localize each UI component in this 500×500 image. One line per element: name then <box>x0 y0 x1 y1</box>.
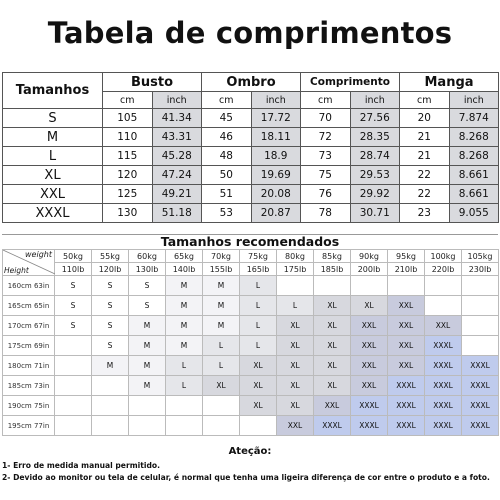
size-label: S <box>3 109 103 128</box>
recommended-size-cell: XXXL <box>425 356 462 376</box>
recommended-size-cell <box>166 396 203 416</box>
recommended-rows <box>3 276 499 436</box>
measurement-cell: 51 <box>202 185 252 204</box>
size-row <box>3 166 499 185</box>
weight-lb-header: 210lb <box>388 263 425 276</box>
group-header-ombro: Ombro <box>202 73 301 92</box>
recommended-size-cell: L <box>240 316 277 336</box>
weight-kg-header: 55kg <box>92 250 129 263</box>
recommended-size-cell <box>55 356 92 376</box>
recommended-sizes-section <box>2 234 498 436</box>
recommended-size-cell: XXL <box>351 316 388 336</box>
recommended-size-cell: XXXL <box>425 376 462 396</box>
size-label: M <box>3 128 103 147</box>
measurement-cell: 22 <box>400 185 450 204</box>
recommended-size-cell: S <box>129 296 166 316</box>
recommended-size-cell: L <box>240 276 277 296</box>
recommended-size-cell: XXL <box>388 336 425 356</box>
weight-height-corner <box>3 250 55 276</box>
recommended-size-cell <box>55 376 92 396</box>
recommended-size-cell <box>314 276 351 296</box>
measurement-cell: 41.34 <box>152 109 202 128</box>
recommended-size-cell: XXL <box>388 296 425 316</box>
group-header-comprimento: Comprimento <box>301 73 400 92</box>
measurement-cell: 7.874 <box>449 109 499 128</box>
recommended-size-cell: M <box>203 276 240 296</box>
size-label: XXXL <box>3 204 103 223</box>
measurement-cell: 21 <box>400 128 450 147</box>
recommended-size-cell: XXXL <box>388 416 425 436</box>
measurement-cell: 120 <box>103 166 153 185</box>
page-title: Tabela de comprimentos <box>47 16 453 50</box>
height-row <box>3 416 499 436</box>
unit-inch: inch <box>152 92 202 109</box>
recommended-size-cell: S <box>55 316 92 336</box>
recommended-size-cell: XXXL <box>462 356 499 376</box>
recommended-size-cell <box>92 376 129 396</box>
recommended-size-cell <box>203 416 240 436</box>
size-row <box>3 109 499 128</box>
weight-kg-header: 60kg <box>129 250 166 263</box>
measurement-cell: 130 <box>103 204 153 223</box>
measurement-cell: 76 <box>301 185 351 204</box>
recommended-size-cell <box>92 416 129 436</box>
recommended-size-cell: S <box>55 296 92 316</box>
size-measurement-table <box>2 72 499 223</box>
height-label: 160cm 63in <box>3 276 55 296</box>
recommended-size-cell: XXXL <box>351 396 388 416</box>
recommended-size-cell <box>92 396 129 416</box>
recommended-size-cell: XL <box>277 336 314 356</box>
height-row <box>3 316 499 336</box>
recommended-size-cell: L <box>203 356 240 376</box>
recommended-size-cell: XXXL <box>425 336 462 356</box>
weight-kg-header: 50kg <box>55 250 92 263</box>
weight-kg-header: 100kg <box>425 250 462 263</box>
measurement-cell: 29.92 <box>350 185 400 204</box>
recommended-size-cell <box>203 396 240 416</box>
recommended-size-cell: XL <box>203 376 240 396</box>
recommended-size-cell: XL <box>314 336 351 356</box>
unit-inch: inch <box>350 92 400 109</box>
weight-lb-header: 230lb <box>462 263 499 276</box>
recommended-size-cell: XL <box>314 356 351 376</box>
weight-kg-header: 85kg <box>314 250 351 263</box>
measurement-cell: 8.661 <box>449 185 499 204</box>
height-row <box>3 356 499 376</box>
measurement-cell: 20.87 <box>251 204 301 223</box>
recommended-size-cell: XL <box>240 396 277 416</box>
group-header-busto: Busto <box>103 73 202 92</box>
recommended-size-cell: M <box>129 336 166 356</box>
measurement-cell: 105 <box>103 109 153 128</box>
measurement-cell: 29.53 <box>350 166 400 185</box>
recommended-size-cell: XXL <box>351 376 388 396</box>
recommended-size-cell: M <box>166 336 203 356</box>
measurement-cell: 51.18 <box>152 204 202 223</box>
size-label: L <box>3 147 103 166</box>
recommended-size-cell: L <box>277 296 314 316</box>
height-label: 175cm 69in <box>3 336 55 356</box>
weight-lb-header: 120lb <box>92 263 129 276</box>
size-label: XXL <box>3 185 103 204</box>
measurement-cell: 22 <box>400 166 450 185</box>
recommended-size-cell <box>129 416 166 436</box>
measurement-cell: 73 <box>301 147 351 166</box>
height-label: 170cm 67in <box>3 316 55 336</box>
recommended-size-cell: XXXL <box>388 376 425 396</box>
height-label: 165cm 65in <box>3 296 55 316</box>
measurement-cell: 28.74 <box>350 147 400 166</box>
recommended-size-cell <box>166 416 203 436</box>
note-item: 1- Erro de medida manual permitido. <box>2 461 160 470</box>
recommended-size-cell: XL <box>314 316 351 336</box>
measurement-cell: 18.11 <box>251 128 301 147</box>
recommended-size-cell: XXL <box>351 356 388 376</box>
recommended-size-cell: XXXL <box>462 416 499 436</box>
recommended-size-cell: S <box>55 276 92 296</box>
measurement-cell: 50 <box>202 166 252 185</box>
recommended-size-cell: M <box>129 316 166 336</box>
recommended-size-cell: M <box>166 276 203 296</box>
measurement-cell: 18.9 <box>251 147 301 166</box>
weight-kg-header: 80kg <box>277 250 314 263</box>
recommended-size-cell: M <box>129 356 166 376</box>
recommended-size-cell: XXXL <box>314 416 351 436</box>
recommended-size-cell: S <box>92 336 129 356</box>
recommended-size-cell: S <box>92 316 129 336</box>
recommended-size-cell: XL <box>314 296 351 316</box>
recommended-size-cell: L <box>203 336 240 356</box>
recommended-size-cell: XXXL <box>388 396 425 416</box>
measurement-cell: 8.268 <box>449 128 499 147</box>
recommended-size-cell <box>388 276 425 296</box>
notes-title: Ateção: <box>228 446 272 457</box>
measurement-cell: 45 <box>202 109 252 128</box>
recommended-size-cell <box>425 296 462 316</box>
recommended-size-cell: XL <box>240 356 277 376</box>
recommended-size-cell: L <box>240 296 277 316</box>
unit-cm: cm <box>400 92 450 109</box>
unit-cm: cm <box>103 92 153 109</box>
measurement-cell: 75 <box>301 166 351 185</box>
recommended-size-cell <box>462 276 499 296</box>
recommended-size-cell: M <box>203 296 240 316</box>
measurement-cell: 72 <box>301 128 351 147</box>
measurement-cell: 49.21 <box>152 185 202 204</box>
size-row <box>3 204 499 223</box>
measurement-cell: 53 <box>202 204 252 223</box>
size-rows <box>3 109 499 223</box>
measurement-cell: 30.71 <box>350 204 400 223</box>
height-label: 195cm 77in <box>3 416 55 436</box>
recommended-size-cell <box>129 396 166 416</box>
measurement-cell: 23 <box>400 204 450 223</box>
recommended-size-cell <box>351 276 388 296</box>
recommended-size-cell: XL <box>277 316 314 336</box>
unit-cm: cm <box>202 92 252 109</box>
measurement-cell: 46 <box>202 128 252 147</box>
recommended-size-cell: S <box>129 276 166 296</box>
recommended-size-cell: XXL <box>388 316 425 336</box>
recommended-size-cell: XL <box>277 376 314 396</box>
height-label: Height <box>4 266 29 275</box>
recommended-size-cell <box>425 276 462 296</box>
weight-lb-header: 140lb <box>166 263 203 276</box>
recommended-size-cell: L <box>240 336 277 356</box>
height-row <box>3 296 499 316</box>
measurement-cell: 125 <box>103 185 153 204</box>
recommended-size-cell: XXXL <box>462 376 499 396</box>
recommended-size-cell: S <box>92 276 129 296</box>
recommended-size-cell <box>55 416 92 436</box>
weight-lb-header: 130lb <box>129 263 166 276</box>
recommended-sizes-table <box>2 249 499 436</box>
measurement-cell: 115 <box>103 147 153 166</box>
height-row <box>3 276 499 296</box>
height-label: 180cm 71in <box>3 356 55 376</box>
recommended-size-cell: M <box>129 376 166 396</box>
weight-lb-header: 220lb <box>425 263 462 276</box>
height-row <box>3 396 499 416</box>
recommended-size-cell: XL <box>277 356 314 376</box>
height-label: 185cm 73in <box>3 376 55 396</box>
weight-kg-header: 70kg <box>203 250 240 263</box>
recommended-size-cell <box>55 396 92 416</box>
weight-kg-header: 90kg <box>351 250 388 263</box>
recommended-size-cell: M <box>92 356 129 376</box>
weight-kg-header: 105kg <box>462 250 499 263</box>
unit-inch: inch <box>449 92 499 109</box>
recommended-size-cell: XXL <box>388 356 425 376</box>
recommended-size-cell <box>462 336 499 356</box>
measurement-cell: 27.56 <box>350 109 400 128</box>
height-row <box>3 336 499 356</box>
recommended-title: Tamanhos recomendados <box>2 234 498 249</box>
recommended-size-cell: L <box>166 356 203 376</box>
weight-label: weight <box>25 250 52 259</box>
recommended-size-cell <box>55 336 92 356</box>
note-item: 2- Devido ao monitor ou tela de celular, é normal que tenha uma ligeira diferença de cor entre o produto e a foto. <box>2 473 490 482</box>
weight-lb-header: 110lb <box>55 263 92 276</box>
weight-kg-header: 95kg <box>388 250 425 263</box>
recommended-size-cell: XXL <box>277 416 314 436</box>
height-label: 190cm 75in <box>3 396 55 416</box>
unit-inch: inch <box>251 92 301 109</box>
measurement-cell: 43.31 <box>152 128 202 147</box>
weight-lb-header: 175lb <box>277 263 314 276</box>
measurement-cell: 45.28 <box>152 147 202 166</box>
size-row <box>3 185 499 204</box>
measurement-cell: 48 <box>202 147 252 166</box>
weight-kg-header: 65kg <box>166 250 203 263</box>
group-header-manga: Manga <box>400 73 499 92</box>
measurement-cell: 20 <box>400 109 450 128</box>
weight-lb-header: 200lb <box>351 263 388 276</box>
size-row <box>3 128 499 147</box>
measurement-cell: 17.72 <box>251 109 301 128</box>
measurement-cell: 47.24 <box>152 166 202 185</box>
measurement-cell: 20.08 <box>251 185 301 204</box>
measurement-cell: 8.268 <box>449 147 499 166</box>
measurement-cell: 78 <box>301 204 351 223</box>
recommended-size-cell: XXXL <box>351 416 388 436</box>
recommended-size-cell: XL <box>314 376 351 396</box>
size-label: XL <box>3 166 103 185</box>
measurement-cell: 110 <box>103 128 153 147</box>
recommended-size-cell: M <box>166 316 203 336</box>
measurement-cell: 21 <box>400 147 450 166</box>
recommended-size-cell: XL <box>277 396 314 416</box>
measurement-cell: 8.661 <box>449 166 499 185</box>
weight-lb-header: 155lb <box>203 263 240 276</box>
recommended-size-cell: S <box>92 296 129 316</box>
recommended-size-cell: XXL <box>351 336 388 356</box>
unit-cm: cm <box>301 92 351 109</box>
recommended-size-cell: XL <box>240 376 277 396</box>
recommended-size-cell: XXXL <box>462 396 499 416</box>
recommended-size-cell: XXXL <box>425 396 462 416</box>
weight-lb-header: 165lb <box>240 263 277 276</box>
measurement-cell: 9.055 <box>449 204 499 223</box>
recommended-size-cell: XXL <box>425 316 462 336</box>
measurement-cell: 19.69 <box>251 166 301 185</box>
recommended-size-cell: M <box>203 316 240 336</box>
recommended-size-cell: XXXL <box>425 416 462 436</box>
weight-kg-header: 75kg <box>240 250 277 263</box>
measurement-cell: 70 <box>301 109 351 128</box>
height-row <box>3 376 499 396</box>
sizes-header: Tamanhos <box>3 73 103 109</box>
recommended-size-cell: XXL <box>314 396 351 416</box>
weight-lb-header: 185lb <box>314 263 351 276</box>
recommended-size-cell <box>462 296 499 316</box>
recommended-size-cell <box>462 316 499 336</box>
recommended-size-cell: XL <box>351 296 388 316</box>
recommended-size-cell: M <box>166 296 203 316</box>
recommended-size-cell <box>277 276 314 296</box>
recommended-size-cell: L <box>166 376 203 396</box>
recommended-size-cell <box>240 416 277 436</box>
measurement-cell: 28.35 <box>350 128 400 147</box>
size-row <box>3 147 499 166</box>
